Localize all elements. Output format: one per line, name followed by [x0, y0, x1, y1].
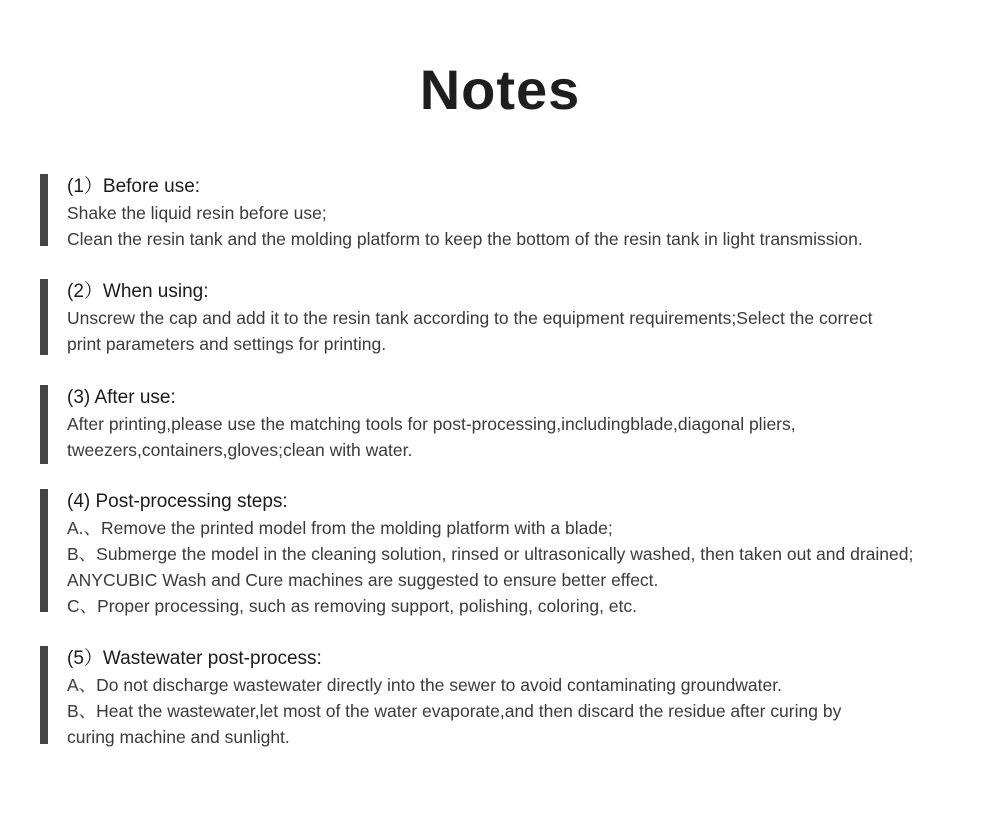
section-line: Unscrew the cap and add it to the resin tank according to the equipment requirements;Select the correct: [67, 308, 873, 328]
section-body: [67, 489, 980, 619]
section-accent-bar: [40, 174, 48, 246]
section-line: A、Do not discharge wastewater directly into the sewer to avoid contaminating groundwater.: [67, 675, 782, 695]
section-line: B、Heat the wastewater,let most of the water evaporate,and then discard the residue after curing by: [67, 701, 842, 721]
section-accent-bar: [40, 489, 48, 612]
section-heading: (1）Before use:: [67, 176, 201, 197]
section-body: [67, 279, 980, 357]
page-title: Notes: [419, 58, 581, 121]
section-accent-bar: [40, 646, 48, 744]
section-line: B、Submerge the model in the cleaning solution, rinsed or ultrasonically washed, then taken out and drained;: [67, 544, 914, 564]
section-heading: (4) Post-processing steps:: [67, 491, 288, 512]
section-heading: (3) After use:: [67, 387, 176, 408]
note-section-wastewater: [40, 646, 980, 747]
section-line: Clean the resin tank and the molding platform to keep the bottom of the resin tank in light transmission.: [67, 229, 863, 249]
section-line: After printing,please use the matching tools for post-processing,includingblade,diagonal pliers,: [67, 414, 796, 434]
section-line: tweezers,containers,gloves;clean with water.: [67, 440, 413, 460]
section-heading: (5）Wastewater post-process:: [67, 648, 322, 669]
section-line: print parameters and settings for printing.: [67, 334, 387, 354]
section-body: [67, 174, 980, 252]
note-section-before-use: [40, 174, 980, 249]
section-line: ANYCUBIC Wash and Cure machines are suggested to ensure better effect.: [67, 570, 659, 590]
note-section-after-use: [40, 385, 980, 464]
section-accent-bar: [40, 279, 48, 355]
section-accent-bar: [40, 385, 48, 464]
section-heading: (2）When using:: [67, 281, 209, 302]
section-body: [67, 646, 980, 750]
section-line: C、Proper processing, such as removing support, polishing, coloring, etc.: [67, 596, 637, 616]
section-line: A.、Remove the printed model from the molding platform with a blade;: [67, 518, 613, 538]
note-section-post-processing: [40, 489, 980, 616]
section-body: [67, 385, 980, 463]
note-section-when-using: [40, 279, 980, 355]
section-line: Shake the liquid resin before use;: [67, 203, 327, 223]
section-line: curing machine and sunlight.: [67, 727, 290, 747]
